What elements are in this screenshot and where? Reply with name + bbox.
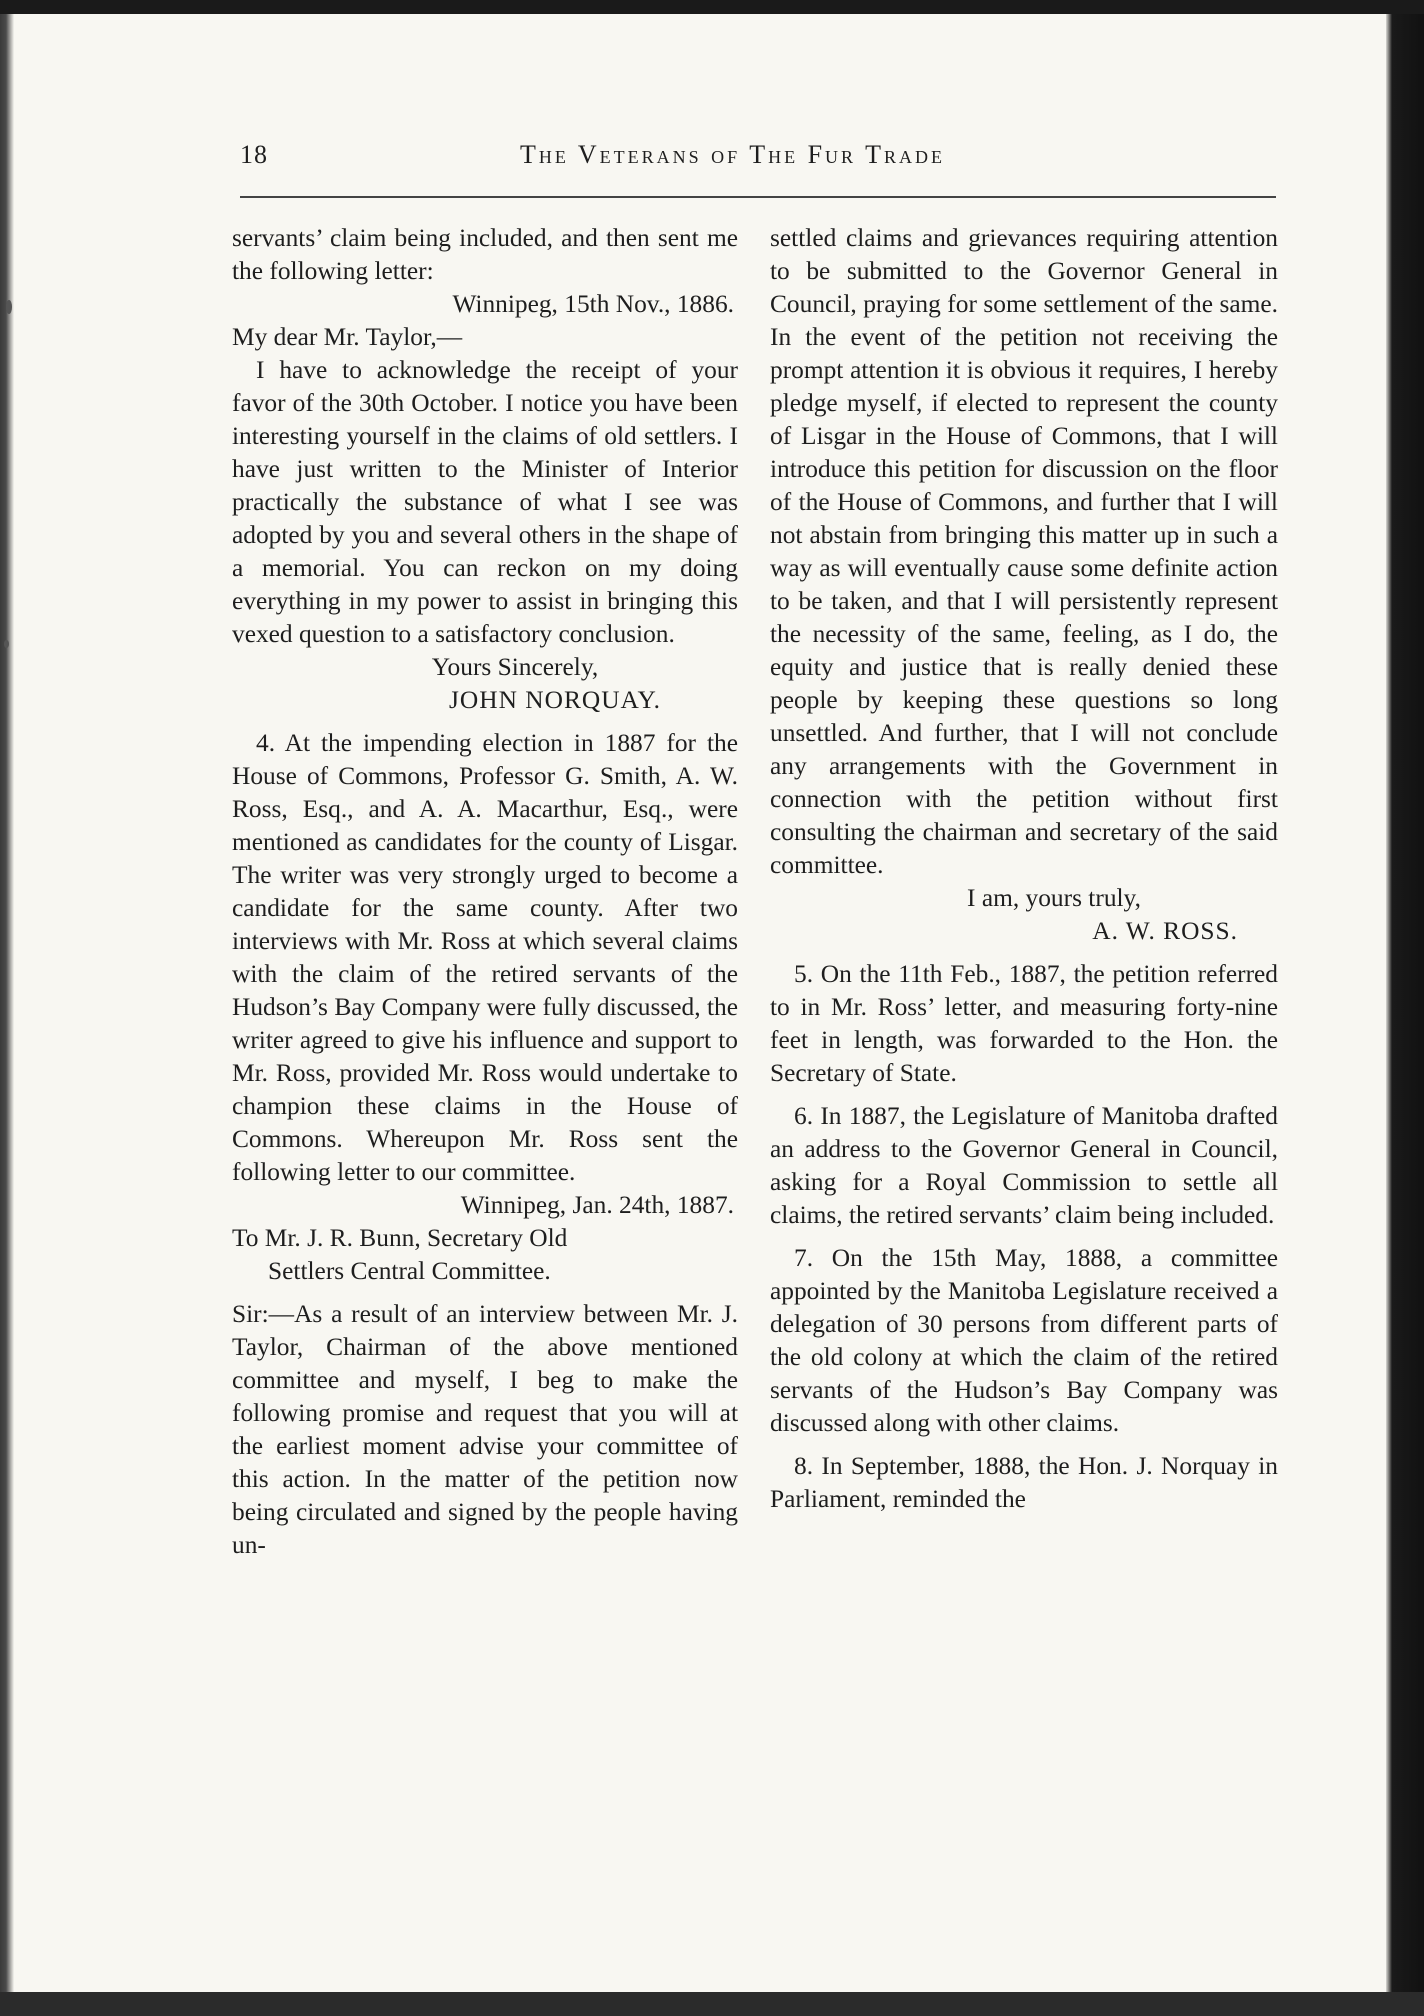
paragraph: 8. In September, 1888, the Hon. J. Norquay in Parliament, reminded the (770, 1452, 1278, 1513)
page-header (240, 140, 1276, 180)
letter-closing: I am, yours truly, (967, 884, 1141, 912)
scan-speck (6, 300, 12, 314)
letter-body: Sir:—As a result of an interview between Mr. J. Taylor, Chairman of the above mentioned committee and myself, I beg to make the following promise and request that you will at the earliest moment advise your committee of this action. In the matter of the petition now being circulated and signed by the people having un- (232, 1300, 738, 1559)
letter-salutation: My dear Mr. Taylor,— (232, 323, 463, 351)
letter-dateline: Winnipeg, 15th Nov., 1886. (452, 290, 734, 318)
left-column (232, 222, 738, 1562)
letter-signature: JOHN NORQUAY. (449, 686, 661, 714)
scan-speck (4, 640, 9, 648)
running-title: The Veterans of The Fur Trade (520, 140, 945, 169)
letter-body: settled claims and grievances requiring attention to be submitted to the Governor General in Council, praying for some settlement of the same. In the event of the petition not receiving the prompt attention it is obvious it requires, I hereby pledge myself, if elected to represent the county of Lisgar in the House of Commons, that I will introduce this petition for discussion on the floor of the House of Commons, and further that I will not abstain from bringing this matter up in such a way as will eventually cause some definite action to be taken, and that I will persistently represent the necessity of the same, feeling, as I do, the equity and justice that is really denied these people by keeping these questions so long unsettled. And further, that I will not conclude any arrangements with the Government in connection with the petition without first consulting the chairman and secretary of the said committee. (770, 224, 1278, 879)
letter-dateline: Winnipeg, Jan. 24th, 1887. (460, 1191, 734, 1219)
paragraph: servants’ claim being included, and then sent me the following letter: (232, 224, 738, 285)
letter-signature: A. W. ROSS. (1092, 917, 1238, 945)
letter-closing: Yours Sincerely, (431, 653, 599, 681)
header-rule (240, 196, 1276, 198)
letter-address: To Mr. J. R. Bunn, Secretary Old (232, 1224, 568, 1252)
scan-top-edge (0, 0, 1424, 14)
scan-bottom-edge (0, 1992, 1424, 2016)
right-column (770, 222, 1278, 1516)
paragraph: 6. In 1887, the Legislature of Manitoba drafted an address to the Governor General in Council, asking for a Royal Commission to settle all claims, the retired servants’ claim being included. (770, 1102, 1278, 1229)
paragraph: 5. On the 11th Feb., 1887, the petition referred to in Mr. Ross’ letter, and measuring forty-nine feet in length, was forwarded to the Hon. the Secretary of State. (770, 960, 1278, 1087)
page-number: 18 (240, 140, 268, 169)
letter-address: Settlers Central Committee. (268, 1257, 551, 1285)
letter-body: I have to acknowledge the receipt of your favor of the 30th October. I notice you have been interesting yourself in the claims of old settlers. I have just written to the Minister of Interior practically the substance of what I see was adopted by you and several others in the shape of a memorial. You can reckon on my doing everything in my power to assist in bringing this vexed question to a satisfactory conclusion. (232, 356, 738, 648)
paragraph: 7. On the 15th May, 1888, a committee appointed by the Manitoba Legislature received a delegation of 30 persons from different parts of the old colony at which the claim of the retired servants of the Hudson’s Bay Company was discussed along with other claims. (770, 1244, 1278, 1437)
paragraph: 4. At the impending election in 1887 for the House of Commons, Professor G. Smith, A. W. Ross, Esq., and A. A. Macarthur, Esq., were mentioned as candidates for the county of Lisgar. The writer was very strongly urged to become a candidate for the same county. After two interviews with Mr. Ross at which several claims with the claim of the retired servants of the Hudson’s Bay Company were fully discussed, the writer agreed to give his influence and support to Mr. Ross, provided Mr. Ross would undertake to champion these claims in the House of Commons. Whereupon Mr. Ross sent the following letter to our committee. (232, 729, 738, 1186)
